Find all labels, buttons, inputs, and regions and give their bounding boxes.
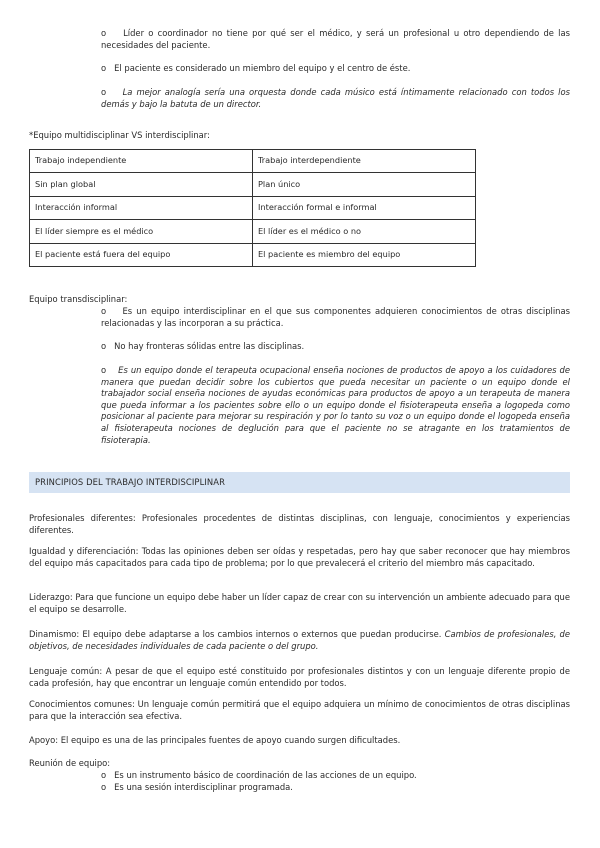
table-row: [30, 220, 476, 243]
table-row: [30, 173, 476, 196]
principle-paragraph: Conocimientos comunes: Un lenguaje común permitirá que el equipo adquiera un mínimo de conocimientos de otras disciplinas para que la interacción sea efectiva.: [29, 699, 570, 721]
table-cell: El paciente es miembro del equipo: [253, 243, 476, 266]
section-title: PRINCIPIOS DEL TRABAJO INTERDISCIPLINAR: [29, 472, 570, 493]
comparison-heading: *Equipo multidisciplinar VS interdisciplinar:: [29, 130, 210, 140]
principle-paragraph: Profesionales diferentes: Profesionales procedentes de distintas disciplinas, con lenguaje, conocimientos y experiencias diferentes.: [29, 513, 570, 535]
table-cell: El líder es el médico o no: [253, 220, 476, 243]
meeting-heading: Reunión de equipo:: [29, 758, 111, 768]
table-cell: Plan único: [253, 173, 476, 196]
principle-paragraph: Apoyo: El equipo es una de las principales fuentes de apoyo cuando surgen dificultades.: [29, 735, 401, 745]
principle-paragraph: Lenguaje común: A pesar de que el equipo esté constituido por profesionales distintos y con un lenguaje diferente propio de cada profesión, hay que encontrar un lenguaje común entendido por todos.: [29, 666, 570, 688]
comparison-table: [29, 149, 476, 267]
table-cell: Interacción informal: [30, 196, 253, 219]
list-item: [101, 782, 570, 794]
list-item: [101, 365, 570, 446]
bullet-text: o Líder o coordinador no tiene por qué ser el médico, y será un profesional u otro dependiendo de las necesidades del paciente.: [101, 28, 570, 50]
bullet-text: o No hay fronteras sólidas entre las disciplinas.: [101, 341, 305, 351]
bullet-marker: o: [101, 87, 107, 97]
list-item: [101, 770, 570, 782]
principle-paragraph: Liderazgo: Para que funcione un equipo debe haber un líder capaz de crear con su intervención un ambiente adecuado para que el equipo se desarrolle.: [29, 592, 570, 614]
list-item: [101, 306, 570, 329]
table-cell: Interacción formal e informal: [253, 196, 476, 219]
bullet-text: o Es un instrumento básico de coordinación de las acciones de un equipo.: [101, 770, 417, 780]
list-item: [101, 28, 570, 51]
bullet-text: o Es un equipo interdisciplinar en el que sus componentes adquieren conocimientos de otras disciplinas relacionadas y las incorporan a su práctica.: [101, 306, 570, 328]
table-cell: Trabajo independiente: [30, 150, 253, 173]
table-cell: El paciente está fuera del equipo: [30, 243, 253, 266]
principle-paragraph: Dinamismo: El equipo debe adaptarse a los cambios internos o externos que puedan producirse. Cambios de profesionales, de objetivos, de necesidades individuales de cada paciente o del grupo.: [29, 629, 570, 651]
bullet-text: o El paciente es considerado un miembro del equipo y el centro de éste.: [101, 63, 411, 73]
table-cell: Trabajo interdependiente: [253, 150, 476, 173]
bullet-text: o La mejor analogía sería una orquesta donde cada músico está íntimamente relacionado con todos los demás y bajo la batuta de un director.: [101, 87, 570, 109]
bullet-marker: o: [101, 28, 107, 38]
bullet-text: o Es un equipo donde el terapeuta ocupacional enseña nociones de productos de apoyo a los cuidadores de manera que puedan decidir sobre los cubiertos que pueda necesitar un paciente o un equipo donde el trabajador social enseña nociones de ayudas económicas para productos de apoyo a un terapeuta de manera que pueda informar a los pacientes sobre ello o un equipo donde el fisioterapeuta enseña a logopeda como posicionar al paciente para mejorar su respiración y por lo tanto su voz o un equipo donde el logopeda enseña al fisioterapeuta nociones de deglución para que el paciente no se atragante en los tratamientos de fisioterapia.: [101, 365, 570, 445]
list-item: [101, 341, 570, 353]
bullet-text: o Es una sesión interdisciplinar programada.: [101, 782, 293, 792]
bullet-marker: o: [101, 63, 107, 73]
table-row: [30, 196, 476, 219]
bullet-marker: o: [101, 770, 107, 780]
table-cell: Sin plan global: [30, 173, 253, 196]
list-item: [101, 87, 570, 110]
bullet-marker: o: [101, 341, 107, 351]
table-row: [30, 150, 476, 173]
bullet-marker: o: [101, 365, 107, 375]
table-row: [30, 243, 476, 266]
list-item: [101, 63, 570, 75]
principle-paragraph: Igualdad y diferenciación: Todas las opiniones deben ser oídas y respetadas, pero hay que saber reconocer que hay miembros del equipo más capacitados para cada tipo de problema; por lo que prevalecerá el criterio del miembro más capacitado.: [29, 546, 570, 568]
bullet-marker: o: [101, 306, 107, 316]
bullet-marker: o: [101, 782, 107, 792]
transdisciplinar-heading: Equipo transdisciplinar:: [29, 294, 128, 304]
table-cell: El líder siempre es el médico: [30, 220, 253, 243]
